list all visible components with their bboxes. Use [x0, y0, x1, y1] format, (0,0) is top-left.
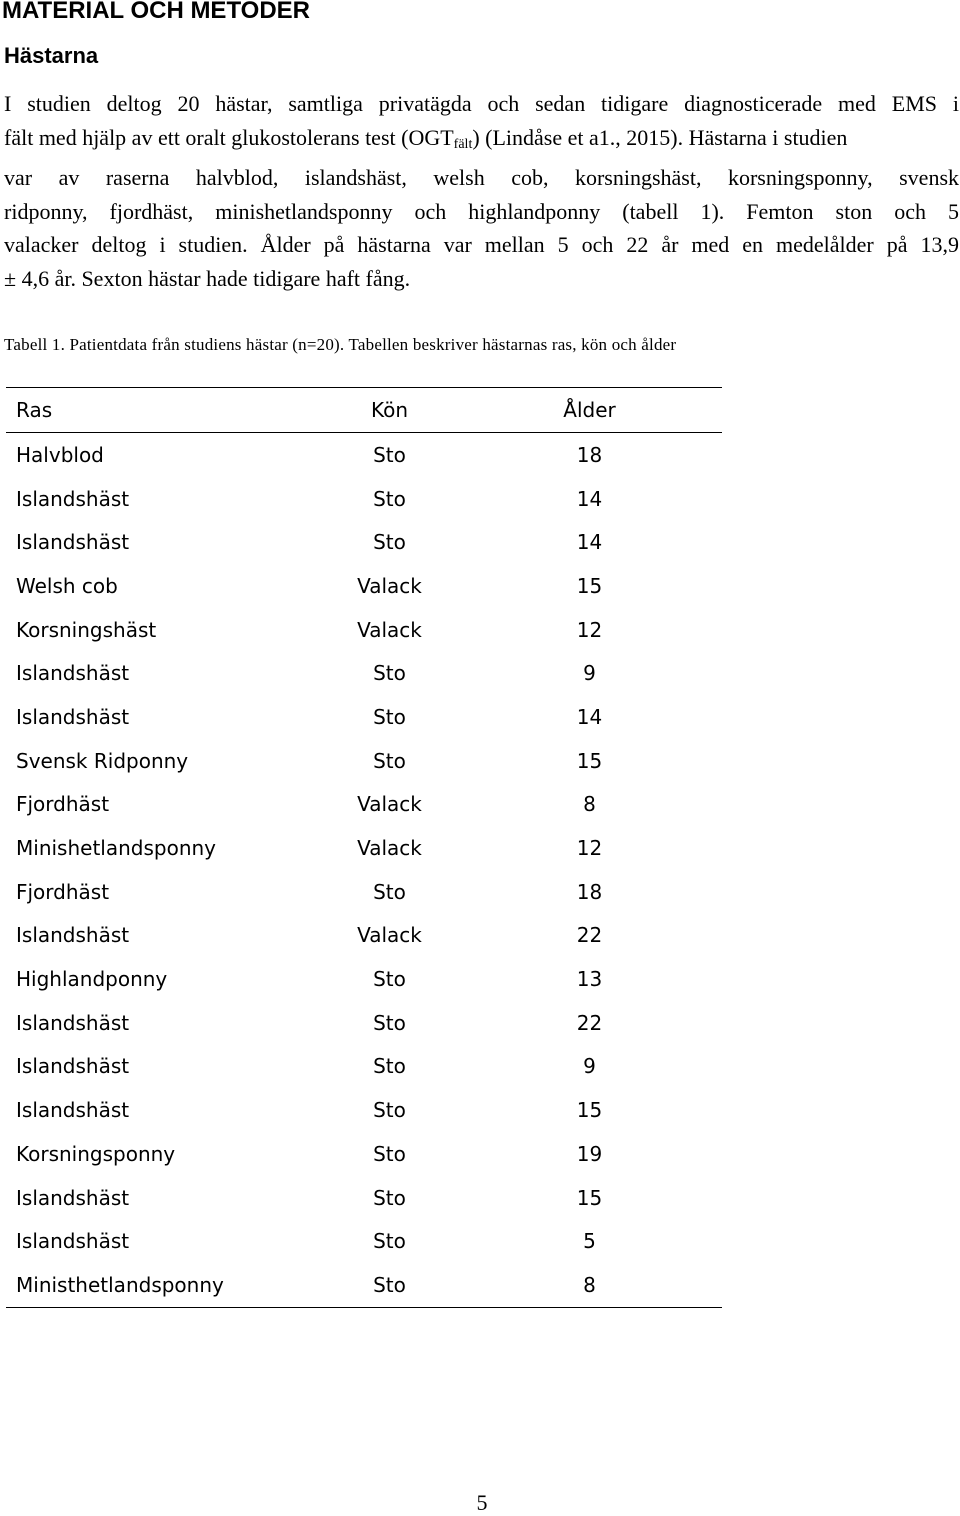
age-cell: 15 [576, 1098, 603, 1123]
age-cell: 8 [583, 1272, 596, 1297]
breed-cell: Islandshäst [16, 530, 130, 555]
table-bottom-rule [6, 1307, 722, 1308]
breed-cell: Islandshäst [16, 1010, 130, 1035]
subscript-text: fält [453, 136, 473, 152]
breed-cell: Islandshäst [16, 1229, 130, 1254]
table-row [6, 826, 722, 870]
sex-cell: Valack [357, 792, 422, 817]
sex-cell: Sto [373, 748, 406, 773]
table-row [6, 1132, 722, 1176]
breed-cell: Islandshäst [16, 1098, 130, 1123]
age-cell: 9 [583, 1054, 596, 1079]
paragraph-line: I studien deltog 20 hästar, samtliga privatägda och sedan tidigare diagnosticerade med EMS i [4, 91, 959, 116]
sex-cell: Sto [373, 486, 406, 511]
column-header-age: Ålder [563, 398, 616, 422]
age-cell: 14 [576, 704, 603, 729]
breed-cell: Islandshäst [16, 1054, 130, 1079]
breed-cell: Fjordhäst [16, 792, 110, 817]
sex-cell: Valack [357, 617, 422, 642]
table-row [6, 1176, 722, 1220]
breed-cell: Islandshäst [16, 704, 130, 729]
age-cell: 22 [576, 923, 603, 948]
sex-cell: Sto [373, 442, 406, 467]
age-cell: 14 [576, 486, 603, 511]
age-cell: 9 [583, 661, 596, 686]
paragraph-segment: fält med hjälp av ett oralt glukostolerans test $(OGT_{fält})$ (Lindåse et a1., 2015). Hästarna i studien [4, 124, 848, 152]
breed-cell: Highlandponny [16, 967, 168, 992]
table-row [6, 1219, 722, 1263]
age-cell: 19 [576, 1141, 603, 1166]
breed-cell: Minishetlandsponny [16, 836, 217, 861]
table-row [6, 1088, 722, 1132]
breed-cell: Korsningshäst [16, 617, 157, 642]
age-cell: 15 [576, 1185, 603, 1210]
table-row [6, 651, 722, 695]
table-row [6, 433, 722, 477]
paragraph-line [4, 121, 959, 162]
breed-cell: Islandshäst [16, 1185, 130, 1210]
sex-cell: Valack [357, 836, 422, 861]
breed-cell: Fjordhäst [16, 879, 110, 904]
paragraph-line: ridponny, fjordhäst, minishetlandsponny och highlandponny (tabell 1). Femton ston och 5 [4, 198, 959, 224]
table-row [6, 783, 722, 827]
age-cell: 12 [576, 617, 603, 642]
breed-cell: Islandshäst [16, 923, 130, 948]
sex-cell: Sto [373, 879, 406, 904]
table-header-row [6, 388, 722, 432]
sex-cell: Sto [373, 1272, 406, 1297]
sex-cell: Valack [357, 573, 422, 598]
body-paragraph [4, 87, 959, 296]
breed-cell: Islandshäst [16, 661, 130, 686]
subsection-heading: Hästarna [4, 43, 99, 68]
page-number: 5 [476, 1490, 488, 1515]
sex-cell: Valack [357, 923, 422, 948]
sex-cell: Sto [373, 661, 406, 686]
age-cell: 15 [576, 748, 603, 773]
age-cell: 5 [583, 1229, 596, 1254]
sex-cell: Sto [373, 1141, 406, 1166]
breed-cell: Svensk Ridponny [16, 748, 189, 773]
column-header-sex: Kön [370, 398, 409, 422]
breed-cell: Islandshäst [16, 486, 130, 511]
age-cell: 13 [576, 967, 603, 992]
column-header-breed: Ras [16, 398, 53, 422]
table-row [6, 608, 722, 652]
sex-cell: Sto [373, 1185, 406, 1210]
table-row [6, 914, 722, 958]
sex-cell: Sto [373, 1010, 406, 1035]
table-row [6, 1045, 722, 1089]
table-row [6, 695, 722, 739]
table-row [6, 739, 722, 783]
breed-cell: Korsningsponny [16, 1141, 176, 1166]
table-row [6, 1263, 722, 1307]
table-body [6, 433, 722, 1307]
sex-cell: Sto [373, 704, 406, 729]
patient-data-table [6, 387, 722, 1308]
section-heading: MATERIAL OCH METODER [2, 0, 311, 24]
table-row [6, 477, 722, 521]
table-row [6, 1001, 722, 1045]
table-row [6, 957, 722, 1001]
age-cell: 14 [576, 530, 603, 555]
paragraph-line: ± 4,6 år. Sexton hästar hade tidigare haft fång. [4, 265, 411, 291]
sex-cell: Sto [373, 1054, 406, 1079]
table-row [6, 520, 722, 564]
age-cell: 8 [583, 792, 596, 817]
breed-cell: Halvblod [16, 442, 104, 467]
table-row [6, 870, 722, 914]
breed-cell: Ministhetlandsponny [16, 1272, 224, 1297]
table-caption: Tabell 1. Patientdata från studiens hästar (n=20). Tabellen beskriver hästarnas ras, kön och ålder [4, 335, 677, 354]
sex-cell: Sto [373, 1229, 406, 1254]
age-cell: 22 [576, 1010, 603, 1035]
table-row [6, 564, 722, 608]
age-cell: 18 [576, 879, 603, 904]
breed-cell: Welsh cob [16, 573, 118, 598]
sex-cell: Sto [373, 1098, 406, 1123]
sex-cell: Sto [373, 530, 406, 555]
paragraph-line: valacker deltog i studien. Ålder på hästarna var mellan 5 och 22 år med en medelålder på 13,9 [4, 232, 959, 258]
age-cell: 12 [576, 836, 603, 861]
age-cell: 18 [576, 442, 603, 467]
paragraph-line: var av raserna halvblod, islandshäst, welsh cob, korsningshäst, korsningsponny, svensk [4, 165, 959, 191]
age-cell: 15 [576, 573, 603, 598]
sex-cell: Sto [373, 967, 406, 992]
